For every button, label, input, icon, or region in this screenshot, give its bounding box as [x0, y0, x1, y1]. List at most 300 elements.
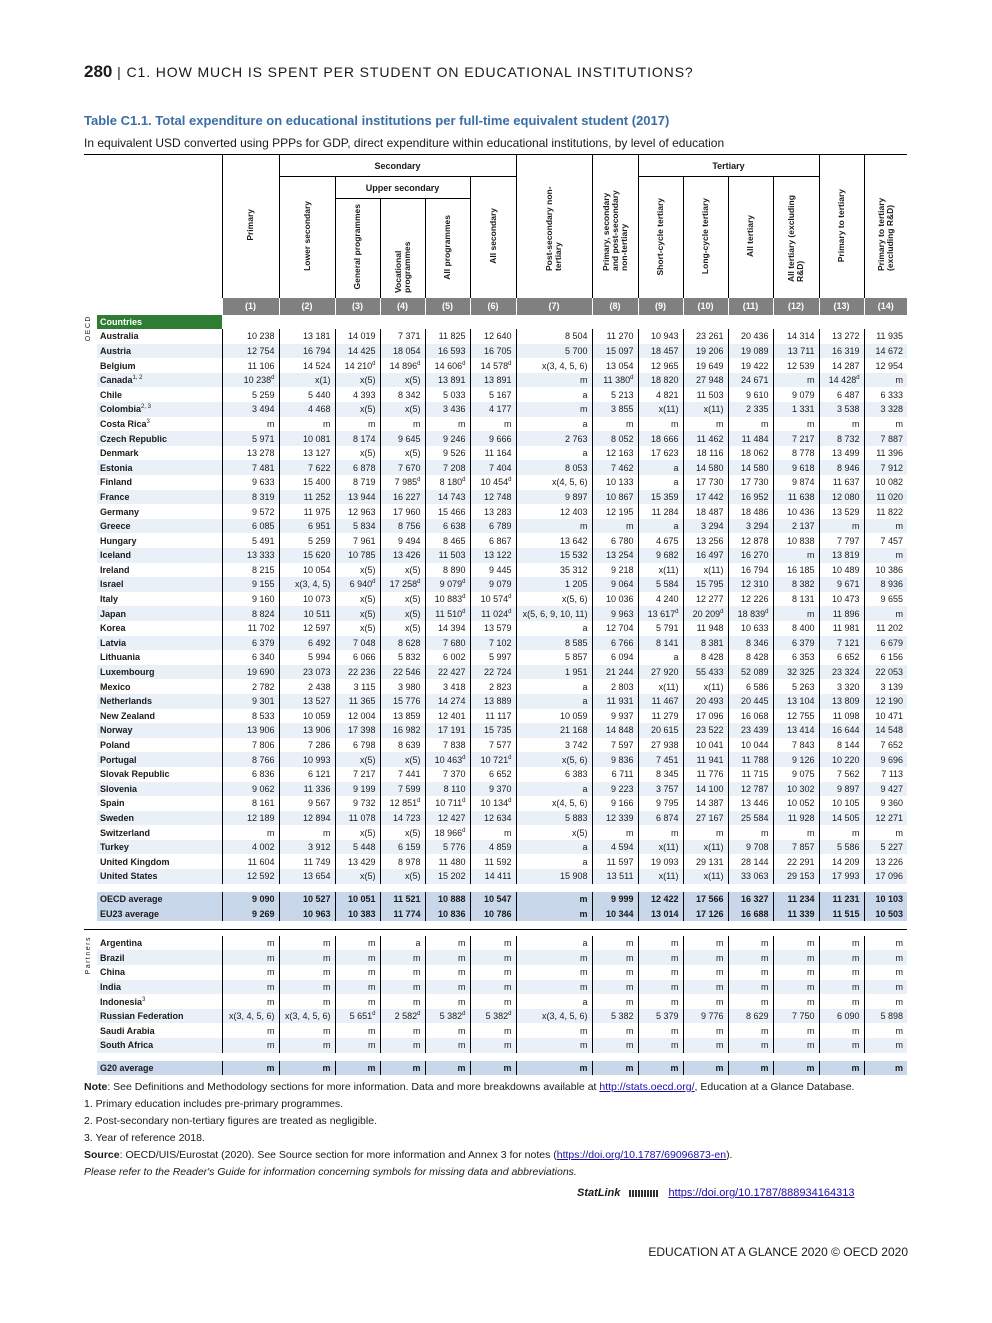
table-cell: m [592, 1038, 638, 1053]
country-name: Lithuania [100, 652, 140, 663]
table-cell: 7 577 [470, 738, 516, 753]
table-cell: 23 439 [728, 723, 773, 738]
table-cell: 10 059 [279, 709, 335, 724]
table-cell: m [683, 1023, 728, 1038]
table-cell: m [864, 373, 907, 388]
table-cell: m [819, 1023, 864, 1038]
table-cell: 11 637 [819, 475, 864, 490]
table-cell: 10 059 [516, 709, 592, 724]
table-cell: 13 014 [638, 906, 683, 921]
table-cell: m [516, 373, 592, 388]
table-row [84, 782, 907, 797]
table-cell: m [864, 519, 907, 534]
table-cell: m [592, 519, 638, 534]
table-cell: 11 117 [470, 709, 516, 724]
table-cell: 9 445 [470, 563, 516, 578]
table-cell: 7 462 [592, 460, 638, 475]
table-cell: 21 168 [516, 723, 592, 738]
table-cell: 7 208 [425, 460, 470, 475]
table-cell: m [425, 950, 470, 965]
table-cell: x(1) [279, 373, 335, 388]
table-cell: 5 167 [470, 387, 516, 402]
table-cell: 11 467 [638, 694, 683, 709]
table-cell: 8 215 [222, 563, 279, 578]
table-row [84, 723, 907, 738]
table-cell: m [470, 994, 516, 1009]
table-cell: m [335, 1023, 380, 1038]
table-cell: 10 547 [470, 892, 516, 907]
table-cell: 1 331 [773, 402, 819, 417]
table-cell: 20 493 [683, 694, 728, 709]
table-cell: 9 682 [638, 548, 683, 563]
table-cell: m [592, 825, 638, 840]
table-cell: 6 652 [819, 650, 864, 665]
table-cell: 11 484 [728, 431, 773, 446]
table-cell: 11 503 [425, 548, 470, 563]
table-cell: 9 160 [222, 592, 279, 607]
table-cell: 8 110 [425, 782, 470, 797]
table-cell: 10 463$^d$ [425, 752, 470, 767]
table-cell: 5 997 [470, 650, 516, 665]
country-name: Australia [100, 331, 139, 342]
table-cell: 4 177 [470, 402, 516, 417]
table-cell: 7 481 [222, 460, 279, 475]
table-cell: m [335, 1038, 380, 1053]
table-cell: 9 937 [592, 709, 638, 724]
table-cell: 9 370 [470, 782, 516, 797]
table-cell: 5 994 [279, 650, 335, 665]
table-cell: 3 418 [425, 679, 470, 694]
table-cell: m [864, 950, 907, 965]
table-cell: 8 141 [638, 636, 683, 651]
table-cell: 4 468 [279, 402, 335, 417]
table-cell: 8 131 [773, 592, 819, 607]
table-cell: m [683, 1061, 728, 1076]
note-3: 3. Year of reference 2018. [84, 1132, 205, 1144]
table-cell: 8 428 [683, 650, 728, 665]
table-cell: m [380, 950, 425, 965]
table-cell: 22 236 [335, 665, 380, 680]
country-name: Austria [97, 344, 222, 359]
table-cell: 10 052 [773, 796, 819, 811]
table-cell: 17 566 [683, 892, 728, 907]
table-cell: 8 533 [222, 709, 279, 724]
table-cell: 17 258$^d$ [380, 577, 425, 592]
table-cell: x(5) [516, 825, 592, 840]
country-name: Indonesia$^3$ [100, 996, 146, 1007]
table-cell: 17 960 [380, 504, 425, 519]
table-row [84, 738, 907, 753]
table-cell: 9 836 [592, 752, 638, 767]
table-cell: 14 274 [425, 694, 470, 709]
statlink-url[interactable]: https://doi.org/10.1787/888934164313 [668, 1187, 855, 1199]
table-cell: m [819, 825, 864, 840]
table-row [84, 665, 907, 680]
table-cell: 11 284 [638, 504, 683, 519]
table-cell: a [516, 782, 592, 797]
table-cell: 19 690 [222, 665, 279, 680]
table-cell: 12 422 [638, 892, 683, 907]
table-cell: 7 048 [335, 636, 380, 651]
table-cell: 28 144 [728, 854, 773, 869]
table-cell: 13 272 [819, 329, 864, 344]
table-cell: m [279, 980, 335, 995]
table-cell: m [728, 417, 773, 432]
table-cell: x(5) [380, 446, 425, 461]
table-cell: 23 324 [819, 665, 864, 680]
table-cell: m [592, 1023, 638, 1038]
table-cell: 12 597 [279, 621, 335, 636]
table-cell: 13 511 [592, 869, 638, 884]
table-cell: 6 156 [864, 650, 907, 665]
table-cell: 7 843 [773, 738, 819, 753]
table-cell: 13 527 [279, 694, 335, 709]
country-name: Korea [100, 623, 126, 634]
table-cell: m [279, 417, 335, 432]
column-number: (1) [222, 298, 279, 315]
table-cell: 9 732 [335, 796, 380, 811]
table-cell: x(5) [335, 373, 380, 388]
country-name: Saudi Arabia [100, 1025, 155, 1036]
table-cell: 13 529 [819, 504, 864, 519]
table-cell: m [728, 825, 773, 840]
table-cell: 3 328 [864, 402, 907, 417]
readers-guide-note: Please refer to the Reader's Guide for information concerning symbols for missing data and abbreviations. [84, 1166, 577, 1178]
table-cell: 11 948 [683, 621, 728, 636]
table-cell: 18 486 [728, 504, 773, 519]
table-cell: 8 174 [335, 431, 380, 446]
table-cell: 13 819 [819, 548, 864, 563]
table-cell: 20 209$^d$ [683, 606, 728, 621]
table-cell: x(5) [380, 592, 425, 607]
source-link[interactable]: https://doi.org/10.1787/69096873-en [556, 1149, 727, 1161]
table-cell: m [516, 965, 592, 980]
table-cell: 14 411 [470, 869, 516, 884]
table-cell: a [516, 621, 592, 636]
table-cell: m [773, 548, 819, 563]
table-cell: m [380, 994, 425, 1009]
country-name: Argentina [100, 938, 143, 949]
table-cell: m [773, 825, 819, 840]
table-cell: 12 310 [728, 577, 773, 592]
table-cell: 19 089 [728, 344, 773, 359]
table-cell: 10 238 [222, 329, 279, 344]
table-cell: m [728, 1038, 773, 1053]
table-cell: m [683, 825, 728, 840]
statlink-logo-icon [629, 1190, 659, 1197]
table-cell: 14 019 [335, 329, 380, 344]
table-cell: 13 278 [222, 446, 279, 461]
table-cell: 10 867 [592, 490, 638, 505]
table-cell: 8 381 [683, 636, 728, 651]
table-cell: 8 766 [222, 752, 279, 767]
table-cell: 5 776 [425, 840, 470, 855]
table-cell: 10 836 [425, 906, 470, 921]
table-cell: x(5) [380, 752, 425, 767]
page-number: 280 [84, 62, 113, 81]
table-cell: 8 778 [773, 446, 819, 461]
table-cell: 2 803 [592, 679, 638, 694]
table-cell: 7 217 [773, 431, 819, 446]
table-cell: 16 185 [773, 563, 819, 578]
country-name: Slovak Republic [100, 769, 170, 780]
table-cell: 9 494 [380, 533, 425, 548]
table-cell: 6 383 [516, 767, 592, 782]
table-cell: 29 153 [773, 869, 819, 884]
table-cell: m [425, 1061, 470, 1076]
country-name: G20 average [97, 1061, 222, 1076]
table-cell: m [728, 980, 773, 995]
table-cell: 6 340 [222, 650, 279, 665]
table-cell: m [335, 980, 380, 995]
table-cell: 2 137 [773, 519, 819, 534]
table-cell: 7 985$^d$ [380, 475, 425, 490]
table-cell: m [683, 1038, 728, 1053]
table-cell: 10 454$^d$ [470, 475, 516, 490]
table-cell: 14 580 [728, 460, 773, 475]
table-cell: 9 075 [773, 767, 819, 782]
table-cell: m [335, 417, 380, 432]
table-cell: 25 584 [728, 811, 773, 826]
table-cell: 11 202 [864, 621, 907, 636]
table-cell: 2 763 [516, 431, 592, 446]
table-cell: m [864, 825, 907, 840]
table-cell: 12 163 [592, 446, 638, 461]
table-cell: m [279, 1061, 335, 1076]
table-cell: m [773, 417, 819, 432]
table-cell: a [638, 475, 683, 490]
table-cell: 10 993 [279, 752, 335, 767]
table-cell: 8 144 [819, 738, 864, 753]
table-cell: 9 633 [222, 475, 279, 490]
table-cell: 12 427 [425, 811, 470, 826]
table-cell: 13 906 [279, 723, 335, 738]
table-cell: 11 822 [864, 504, 907, 519]
table-cell: 22 427 [425, 665, 470, 680]
table-cell: 12 403 [516, 504, 592, 519]
table-cell: 5 448 [335, 840, 380, 855]
table-cell: 5 883 [516, 811, 592, 826]
table-cell: 16 227 [380, 490, 425, 505]
table-row [84, 621, 907, 636]
table-cell: x(5) [380, 869, 425, 884]
country-name: Ireland [100, 564, 130, 575]
table-cell: 8 400 [773, 621, 819, 636]
table-cell: 4 393 [335, 387, 380, 402]
table-cell: 8 585 [516, 636, 592, 651]
table-cell: 13 654 [279, 869, 335, 884]
group-label: Partners [85, 935, 92, 975]
table-cell: x(5, 6, 9, 10, 11) [516, 606, 592, 621]
table-cell: a [516, 679, 592, 694]
expenditure-table [84, 154, 907, 1075]
table-cell: 7 887 [864, 431, 907, 446]
table-row [84, 475, 907, 490]
table-cell: 16 327 [728, 892, 773, 907]
table-cell: 11 510$^d$ [425, 606, 470, 621]
country-name: Estonia [97, 460, 222, 475]
table-cell: 18 116 [683, 446, 728, 461]
table-cell: 9 645 [380, 431, 425, 446]
table-cell: 11 336 [279, 782, 335, 797]
country-name: Israel [97, 577, 222, 592]
table-cell: 14 580 [683, 460, 728, 475]
table-cell: 11 788 [728, 752, 773, 767]
table-cell: 22 291 [773, 854, 819, 869]
table-cell: x(3, 4, 5, 6) [516, 358, 592, 373]
table-cell: 12 592 [222, 869, 279, 884]
country-name: Canada$^{1, 2}$ [97, 373, 222, 388]
column-number: (14) [864, 298, 907, 315]
stats-link[interactable]: http://stats.oecd.org/ [599, 1081, 695, 1093]
table-cell: m [222, 1023, 279, 1038]
table-cell: 13 414 [773, 723, 819, 738]
table-cell: 7 599 [380, 782, 425, 797]
table-cell: 14 209 [819, 854, 864, 869]
table-cell: m [864, 1061, 907, 1076]
table-cell: 6 487 [819, 387, 864, 402]
table-cell: 10 344 [592, 906, 638, 921]
table-row [84, 606, 907, 621]
table-cell: 14 505 [819, 811, 864, 826]
table-cell: 16 270 [728, 548, 773, 563]
tertiary-header: Tertiary [638, 155, 819, 177]
table-cell: 10 386 [864, 563, 907, 578]
table-row [84, 796, 907, 811]
table-cell: 18 062 [728, 446, 773, 461]
table-cell: a [516, 854, 592, 869]
table-cell: m [819, 965, 864, 980]
table-cell: 7 451 [638, 752, 683, 767]
table-cell: 18 820 [638, 373, 683, 388]
table-cell: 14 524 [279, 358, 335, 373]
table-cell: 13 426 [380, 548, 425, 563]
table-row [84, 402, 907, 417]
table-cell: 12 189 [222, 811, 279, 826]
country-name: Iceland [97, 548, 222, 563]
table-cell: 19 093 [638, 854, 683, 869]
table-cell: 3 742 [516, 738, 592, 753]
table-cell: x(5) [380, 402, 425, 417]
country-name: Mexico [100, 681, 131, 692]
table-cell: 7 217 [335, 767, 380, 782]
table-cell: 6 798 [335, 738, 380, 753]
table-cell: 13 891 [470, 373, 516, 388]
country-name: Spain [100, 798, 125, 809]
table-cell: 13 104 [773, 694, 819, 709]
table-cell: 15 795 [683, 577, 728, 592]
table-cell: x(11) [683, 563, 728, 578]
table-cell: 5 834 [335, 519, 380, 534]
table-cell: m [819, 950, 864, 965]
table-cell: 15 359 [638, 490, 683, 505]
table-cell: 10 527 [279, 892, 335, 907]
table-cell: 12 755 [773, 709, 819, 724]
table-cell: 3 294 [683, 519, 728, 534]
table-cell: 9 427 [864, 782, 907, 797]
table-cell: 11 896 [819, 606, 864, 621]
country-name: Brazil [97, 950, 222, 965]
table-cell: 11 597 [592, 854, 638, 869]
table-row [84, 490, 907, 505]
table-cell: 3 538 [819, 402, 864, 417]
column-number: (9) [638, 298, 683, 315]
table-cell: m [773, 373, 819, 388]
table-cell: 6 878 [335, 460, 380, 475]
table-cell: m [728, 950, 773, 965]
running-header: 280 | C1. HOW MUCH IS SPENT PER STUDENT ON EDUCATIONAL INSTITUTIONS? [84, 62, 694, 81]
table-cell: 10 574$^d$ [470, 592, 516, 607]
table-cell: 11 749 [279, 854, 335, 869]
table-cell: m [638, 1061, 683, 1076]
table-cell: m [638, 994, 683, 1009]
table-cell: 8 382 [773, 577, 819, 592]
table-cell: x(5) [335, 752, 380, 767]
table-cell: 8 978 [380, 854, 425, 869]
table-cell: 16 644 [819, 723, 864, 738]
table-cell: x(5, 6) [516, 752, 592, 767]
table-cell: 5 227 [864, 840, 907, 855]
table-cell: 27 938 [638, 738, 683, 753]
table-cell: 19 422 [728, 358, 773, 373]
table-cell: 11 164 [470, 446, 516, 461]
table-cell: m [516, 906, 592, 921]
table-row [84, 980, 907, 995]
table-cell: 6 121 [279, 767, 335, 782]
table-cell: m [516, 1038, 592, 1053]
table-cell: 10 041 [683, 738, 728, 753]
table-cell: 4 675 [638, 533, 683, 548]
table-cell: 35 312 [516, 563, 592, 578]
table-cell: 8 719 [335, 475, 380, 490]
table-cell: 3 436 [425, 402, 470, 417]
table-cell: m [425, 980, 470, 995]
table-cell: 6 638 [425, 519, 470, 534]
table-cell: m [380, 1023, 425, 1038]
table-cell: m [819, 417, 864, 432]
table-cell: m [279, 950, 335, 965]
table-cell: m [773, 1061, 819, 1076]
table-cell: 1 205 [516, 577, 592, 592]
table-cell: 2 335 [728, 402, 773, 417]
table-cell: 9 708 [728, 840, 773, 855]
table-cell: m [470, 965, 516, 980]
table-cell: 15 532 [516, 548, 592, 563]
table-cell: 11 252 [279, 490, 335, 505]
table-cell: 22 053 [864, 665, 907, 680]
country-name: Luxembourg [97, 665, 222, 680]
table-cell: 5 791 [638, 621, 683, 636]
table-cell: 12 748 [470, 490, 516, 505]
table-cell: x(11) [683, 679, 728, 694]
table-cell: 13 054 [592, 358, 638, 373]
country-name: OECD average [97, 892, 222, 907]
table-cell: m [864, 936, 907, 951]
table-cell: 17 730 [728, 475, 773, 490]
table-cell: m [222, 1061, 279, 1076]
table-row [84, 892, 907, 907]
table-cell: 12 539 [773, 358, 819, 373]
column-number: (7) [516, 298, 592, 315]
table-cell: 2 782 [222, 679, 279, 694]
table-cell: 9 696 [864, 752, 907, 767]
table-cell: m [380, 1038, 425, 1053]
table-cell: 7 961 [335, 533, 380, 548]
table-cell: 9 874 [773, 475, 819, 490]
table-cell: x(11) [683, 402, 728, 417]
table-cell: 3 139 [864, 679, 907, 694]
table-cell: x(3, 4, 5, 6) [516, 1009, 592, 1024]
